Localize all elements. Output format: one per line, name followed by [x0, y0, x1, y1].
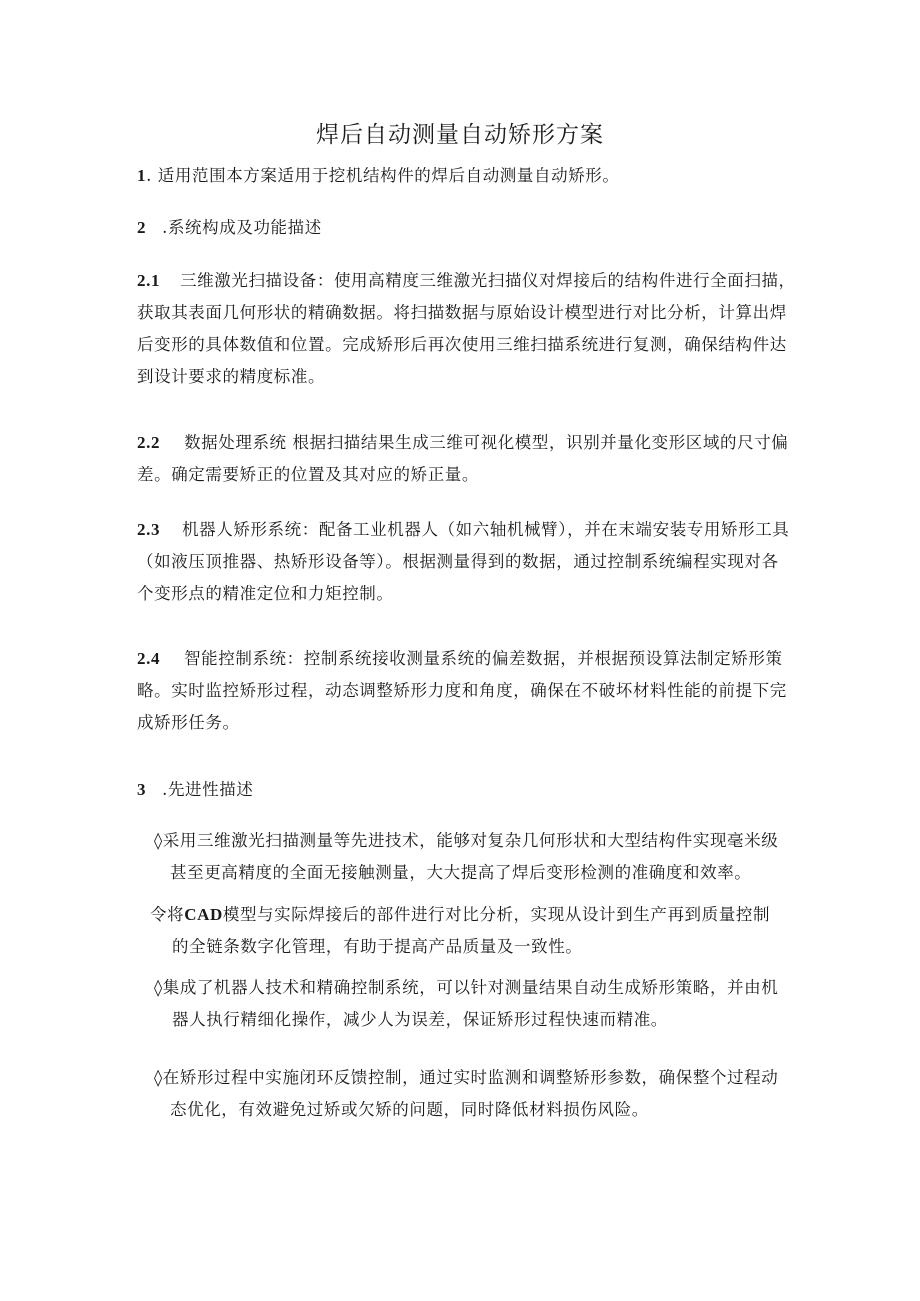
bullet-1-line-1: ◊采用三维激光扫描测量等先进技术，能够对复杂几何形状和大型结构件实现毫米级 — [154, 831, 779, 850]
section-2-4 — [137, 643, 787, 739]
section-2-3 — [137, 514, 789, 610]
section-2-4-line-3: 成矫形任务。 — [137, 713, 240, 732]
section-2-4-line-1: 智能控制系统：控制系统接收测量系统的偏差数据，并根据预设算法制定矫形策 — [184, 649, 783, 668]
section-3-heading — [137, 774, 253, 806]
bullet-2-line-1: 模型与实际焊接后的部件进行对比分析，实现从设计到生产再到质量控制 — [222, 905, 771, 924]
section-2-number: 2 — [137, 218, 147, 237]
section-2-heading — [137, 212, 322, 244]
section-1-text: . 适用范围本方案适用于挖机结构件的焊后自动测量自动矫形。 — [146, 166, 620, 185]
section-2-1-line-4: 到设计要求的精度标准。 — [137, 367, 326, 386]
section-2-1 — [137, 265, 796, 393]
bullet-1-line-2: 甚至更高精度的全面无接触测量，大大提高了焊后变形检测的准确度和效率。 — [170, 863, 752, 882]
bullet-3 — [154, 972, 778, 1036]
bullet-2-cad: CAD — [184, 905, 223, 924]
section-2-1-line-1: 三维激光扫描设备：使用高精度三维激光扫描仪对焊接后的结构件进行全面扫描， — [180, 271, 796, 290]
bullet-2 — [150, 899, 770, 963]
bullet-2-prefix: 令将 — [150, 905, 185, 924]
bullet-4-line-2: 态优化，有效避免过矫或欠矫的问题，同时降低材料损伤风险。 — [170, 1100, 649, 1119]
section-2-2-line-1: 数据处理系统 根据扫描结果生成三维可视化模型，识别并量化变形区域的尺寸偏 — [184, 433, 789, 452]
section-2-2 — [137, 427, 788, 491]
section-2-3-line-1: 机器人矫形系统：配备工业机器人（如六轴机械臂），并在末端安装专用矫形工具 — [182, 520, 790, 539]
section-3-text: .先进性描述 — [162, 780, 254, 799]
bullet-3-line-2: 器人执行精细化操作，减少人为误差，保证矫形过程快速而精准。 — [172, 1010, 668, 1029]
section-2-1-line-3: 后变形的具体数值和位置。完成矫形后再次使用三维扫描系统进行复测，确保结构件达 — [137, 335, 787, 354]
section-2-3-line-3: 个变形点的精准定位和力矩控制。 — [137, 584, 394, 603]
section-2-2-number: 2.2 — [137, 433, 161, 452]
section-2-4-number: 2.4 — [137, 649, 161, 668]
section-2-1-line-2: 获取其表面几何形状的精确数据。将扫描数据与原始设计模型进行对比分析，计算出焊 — [137, 303, 787, 322]
section-2-3-number: 2.3 — [137, 520, 161, 539]
section-2-2-line-2: 差。确定需要矫正的位置及其对应的矫正量。 — [137, 465, 479, 484]
bullet-4-line-1: ◊在矫形过程中实施闭环反馈控制，通过实时监测和调整矫形参数，确保整个过程动 — [154, 1068, 779, 1087]
bullet-2-line-2: 的全链条数字化管理，有助于提高产品质量及一致性。 — [172, 937, 583, 956]
section-3-number: 3 — [137, 780, 147, 799]
section-2-3-line-2: （如液压顶推器、热矫形设备等）。根据测量得到的数据，通过控制系统编程实现对各 — [137, 552, 779, 571]
section-2-1-number: 2.1 — [137, 271, 161, 290]
section-1-number: 1 — [137, 166, 147, 185]
document-title: 焊后自动测量自动矫形方案 — [316, 122, 604, 148]
bullet-3-line-1: ◊集成了机器人技术和精确控制系统，可以针对测量结果自动生成矫形策略，并由机 — [154, 978, 779, 997]
section-2-4-line-2: 略。实时监控矫形过程，动态调整矫形力度和角度，确保在不破坏材料性能的前提下完 — [137, 681, 787, 700]
bullet-1 — [154, 825, 778, 889]
section-2-text: .系统构成及功能描述 — [162, 218, 322, 237]
section-1 — [137, 160, 620, 192]
bullet-4 — [154, 1062, 778, 1126]
